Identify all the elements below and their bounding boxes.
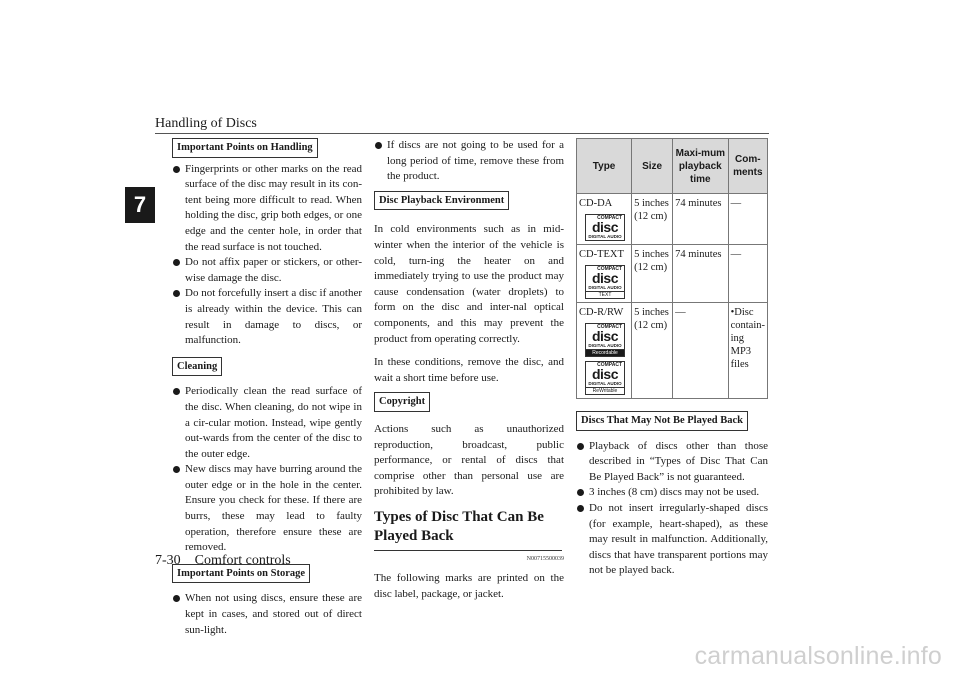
type-label: CD-TEXT xyxy=(579,249,624,260)
comments-cell: — xyxy=(728,194,767,245)
compact-disc-recordable-logo: COMPACT disc DIGITAL AUDIO Recordable xyxy=(585,323,625,357)
handling-bullet: Fingerprints or other marks on the read surface of the disc may result in its con-tent being more difficult to read. When holding the disc, grip both edges, or one edge and the center hole, in order that the read surface is not touched. xyxy=(172,162,362,256)
type-label: CD-DA xyxy=(579,198,613,209)
column-2 xyxy=(374,138,564,603)
table-row xyxy=(577,303,768,399)
type-label: CD-R/RW xyxy=(579,307,624,318)
section-code: N00715500039 xyxy=(526,555,564,562)
playback-paragraph: In cold environments such as in mid-winter when the interior of the vehicle is cold, turn-ing the heater on and immediately trying to use the product may cause condensation (water droplets) to form on the disc and inter-nal optical components, and this may prevent the product from operating correctly. xyxy=(374,223,564,345)
chapter-tab: 7 xyxy=(125,187,155,223)
storage-heading: Important Points on Storage xyxy=(172,564,310,584)
comments-cell: — xyxy=(728,245,767,303)
not-played-bullet: Do not insert irregularly-shaped discs (for example, heart-shaped), as these may result in malfunction. Additionally, discs that have transparent portions may not be played back. xyxy=(576,501,768,579)
table-row xyxy=(577,194,768,245)
not-played-bullet: 3 inches (8 cm) discs may not be used. xyxy=(576,485,768,501)
page-number: 7-30 xyxy=(155,553,181,568)
playback-paragraph: In these conditions, remove the disc, and wait a short time before use. xyxy=(374,356,564,384)
size-cell: 5 inches (12 cm) xyxy=(632,245,673,303)
long-storage-bullet: If discs are not going to be used for a long period of time, remove these from the product. xyxy=(374,138,564,185)
page-header-title: Handling of Discs xyxy=(155,116,257,131)
cleaning-heading: Cleaning xyxy=(172,357,222,377)
compact-disc-rewritable-logo: COMPACT disc DIGITAL AUDIO ReWritable xyxy=(585,361,625,395)
header-rule xyxy=(155,133,769,134)
page-footer xyxy=(155,553,291,569)
time-cell: 74 minutes xyxy=(673,194,729,245)
types-heading: Types of Disc That Can Be Played Back xyxy=(374,508,562,551)
handling-bullet: Do not forcefully insert a disc if another is already within the device. This can result in damage to discs, or malfunction. xyxy=(172,286,362,348)
column-3 xyxy=(576,138,768,579)
cleaning-bullet: New discs may have burring around the outer edge or in the hole in the center. Ensure you check for these. If there are burrs, these may lead to faulty operation, therefore ensure these are removed. xyxy=(172,462,362,556)
types-paragraph: The following marks are printed on the disc label, package, or jacket. xyxy=(374,572,564,601)
compact-disc-logo: COMPACT disc DIGITAL AUDIO xyxy=(585,214,625,241)
cleaning-bullet: Periodically clean the read surface of the disc. When cleaning, do not wipe in a cir-cular motion. Instead, wipe gently out-wards from the center of the disc to the outer edge. xyxy=(172,384,362,462)
col-header-time: Maxi-mum playback time xyxy=(673,139,729,194)
col-header-size: Size xyxy=(632,139,673,194)
col-header-comments: Com-ments xyxy=(728,139,767,194)
table-header-row xyxy=(577,139,768,194)
copyright-paragraph: Actions such as unauthorized reproduction, broadcast, public performance, or rental of discs that comprise other than personal use are prohibited by law. xyxy=(374,422,564,498)
copyright-heading: Copyright xyxy=(374,392,430,412)
table-row xyxy=(577,245,768,303)
col-header-type: Type xyxy=(577,139,632,194)
watermark: carmanualsonline.info xyxy=(694,642,942,670)
storage-bullet: When not using discs, ensure these are kept in cases, and stored out of direct sun-light. xyxy=(172,591,362,638)
disc-types-table xyxy=(576,138,768,399)
comments-cell: •Disc contain-ing MP3 files xyxy=(728,303,767,399)
not-played-bullet: Playback of discs other than those described in “Types of Disc That Can Be Played Back” is not guaranteed. xyxy=(576,439,768,486)
section-name: Comfort controls xyxy=(194,553,291,568)
size-cell: 5 inches (12 cm) xyxy=(632,303,673,399)
playback-env-heading: Disc Playback Environment xyxy=(374,191,509,211)
size-cell: 5 inches (12 cm) xyxy=(632,194,673,245)
compact-disc-text-logo: COMPACT disc DIGITAL AUDIO TEXT xyxy=(585,265,625,299)
time-cell: — xyxy=(673,303,729,399)
handling-heading: Important Points on Handling xyxy=(172,138,318,158)
handling-bullet: Do not affix paper or stickers, or other-wise damage the disc. xyxy=(172,255,362,286)
time-cell: 74 minutes xyxy=(673,245,729,303)
not-played-heading: Discs That May Not Be Played Back xyxy=(576,411,748,431)
